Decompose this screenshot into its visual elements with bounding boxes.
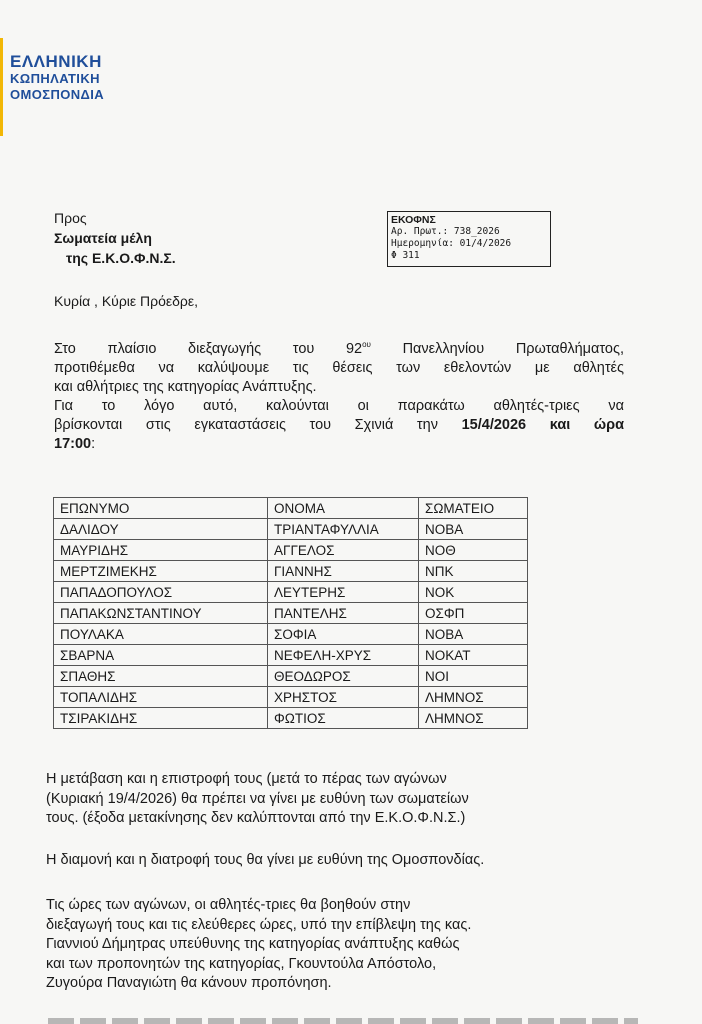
cell-name: ΓΙΑΝΝΗΣ (268, 561, 419, 582)
text-fragment: βρίσκονται στις εγκαταστάσεις του Σχινιά την (54, 416, 462, 433)
athletes-table (53, 497, 528, 729)
protocol-file: Φ 311 (391, 250, 420, 261)
cell-name: ΛΕΥΤΕΡΗΣ (268, 582, 419, 603)
text-fragment: Στο πλαίσιο διεξαγωγής του 92 (54, 340, 363, 357)
cell-surname: ΠΟΥΛΑΚΑ (54, 624, 268, 645)
superscript: ου (362, 340, 371, 349)
header-club: ΣΩΜΑΤΕΙΟ (419, 498, 528, 519)
cell-club: ΝΟΚΑΤ (419, 645, 528, 666)
cell-club: ΟΣΦΠ (419, 603, 528, 624)
paragraph-line: Για το λόγο αυτό, καλούνται οι παρακάτω αθλητές-τριες να (54, 397, 624, 414)
cell-surname: ΣΠΑΘΗΣ (54, 666, 268, 687)
header-surname: ΕΠΩΝΥΜΟ (54, 498, 268, 519)
paragraph-line: Η μετάβαση και η επιστροφή τους (μετά το πέρας των αγώνων (46, 771, 447, 787)
table-row (54, 519, 528, 540)
cell-name: ΣΟΦΙΑ (268, 624, 419, 645)
table-row (54, 561, 528, 582)
logo-line-2: ΚΩΠΗΛΑΤΙΚΗ (10, 71, 100, 86)
paragraph-duties (46, 896, 646, 994)
text-fragment: : (91, 435, 96, 452)
paragraph-line: προτιθέμεθα να καλύψουμε τις θέσεις των εθελοντών με αθλητές (54, 359, 624, 376)
protocol-date: Ημερομηνία: 01/4/2026 (391, 238, 512, 249)
paragraph-line (54, 335, 624, 359)
cell-surname: ΔΑΛΙΔΟΥ (54, 519, 268, 540)
paragraph-line (54, 416, 624, 435)
cell-surname: ΤΣΙΡΑΚΙΔΗΣ (54, 708, 268, 729)
cell-name: ΝΕΦΕΛΗ-ΧΡΥΣ (268, 645, 419, 666)
cell-surname: ΣΒΑΡΝΑ (54, 645, 268, 666)
date-time-bold: 15/4/2026 και ώρα (461, 416, 625, 433)
cell-club: ΝΟΚ (419, 582, 528, 603)
cell-name: ΦΩΤΙΟΣ (268, 708, 419, 729)
cell-name: ΠΑΝΤΕΛΗΣ (268, 603, 419, 624)
table-row (54, 708, 528, 729)
table-header-row (54, 498, 528, 519)
logo-line-1: ΕΛΛΗΝΙΚΗ (10, 52, 102, 71)
paragraph-line: Τις ώρες των αγώνων, οι αθλητές-τριες θα βοηθούν στην (46, 897, 411, 913)
paragraph-line: και αθλήτριες της κατηγορίας Ανάπτυξης. (54, 378, 317, 395)
recipient-line-1: Σωματεία μέλη (54, 230, 152, 246)
cell-club: ΝΟΒΑ (419, 624, 528, 645)
cell-club: ΛΗΜΝΟΣ (419, 687, 528, 708)
paragraph-accommodation: Η διαμονή και η διατροφή τους θα γίνει με ευθύνη της Ομοσπονδίας. (46, 852, 485, 868)
recipient-to-label: Προς (54, 210, 87, 226)
cell-surname: ΠΑΠΑΚΩΝΣΤΑΝΤΙΝΟΥ (54, 603, 268, 624)
paragraph-invitation (54, 335, 624, 454)
time-bold: 17:00 (54, 435, 92, 452)
logo-text (10, 52, 104, 103)
table-row (54, 603, 528, 624)
paragraph-line: Ζυγούρα Παναγιώτη θα κάνουν προπόνηση. (46, 975, 332, 991)
paragraph-line: (Κυριακή 19/4/2026) θα πρέπει να γίνει με ευθύνη των σωματείων (46, 790, 469, 807)
paragraph-line: διεξαγωγή τους και τις ελεύθερες ώρες, υπό την επίβλεψη της κας. (46, 916, 472, 933)
paragraph-line (54, 435, 624, 454)
table-row (54, 645, 528, 666)
table-row (54, 687, 528, 708)
cell-surname: ΜΕΡΤΖΙΜΕΚΗΣ (54, 561, 268, 582)
header-name: ΟΝΟΜΑ (268, 498, 419, 519)
cell-club: ΝΟΙ (419, 666, 528, 687)
cell-name: ΑΓΓΕΛΟΣ (268, 540, 419, 561)
cell-club: ΝΠΚ (419, 561, 528, 582)
protocol-org: ΕΚΟΦΝΣ (391, 214, 436, 226)
paragraph-line: τους. (έξοδα μετακίνησης δεν καλύπτονται από την Ε.Κ.Ο.Φ.Ν.Σ.) (46, 810, 466, 826)
text-fragment: Πανελληνίου Πρωταθλήματος, (370, 340, 625, 357)
athletes-table-body (54, 498, 528, 729)
table-row (54, 582, 528, 603)
paragraph-transport (46, 770, 646, 829)
table-row (54, 666, 528, 687)
protocol-stamp (387, 211, 551, 267)
logo-line-3: ΟΜΟΣΠΟΝΔΙΑ (10, 87, 105, 102)
cell-name: ΤΡΙΑΝΤΑΦΥΛΛΙΑ (268, 519, 419, 540)
cell-surname: ΠΑΠΑΔΟΠΟΥΛΟΣ (54, 582, 268, 603)
cell-club: ΝΟΘ (419, 540, 528, 561)
greeting: Κυρία , Κύριε Πρόεδρε, (54, 293, 199, 309)
paragraph-line: και των προπονητών της κατηγορίας, Γκουντούλα Απόστολο, (46, 955, 437, 972)
table-row (54, 624, 528, 645)
recipient-line-2: της Ε.Κ.Ο.Φ.Ν.Σ. (66, 250, 176, 266)
table-row (54, 540, 528, 561)
cell-surname: ΤΟΠΑΛΙΔΗΣ (54, 687, 268, 708)
cell-club: ΝΟΒΑ (419, 519, 528, 540)
logo-accent-bar (0, 38, 3, 136)
cell-surname: ΜΑΥΡΙΔΗΣ (54, 540, 268, 561)
protocol-number: Αρ. Πρωτ.: 738_2026 (391, 226, 500, 237)
recipient-block (54, 208, 176, 268)
cell-name: ΧΡΗΣΤΟΣ (268, 687, 419, 708)
cut-off-text-line (48, 1018, 638, 1024)
paragraph-line: Γιαννιού Δήμητρας υπεύθυνης της κατηγορίας ανάπτυξης καθώς (46, 936, 460, 952)
cell-club: ΛΗΜΝΟΣ (419, 708, 528, 729)
cell-name: ΘΕΟΔΩΡΟΣ (268, 666, 419, 687)
